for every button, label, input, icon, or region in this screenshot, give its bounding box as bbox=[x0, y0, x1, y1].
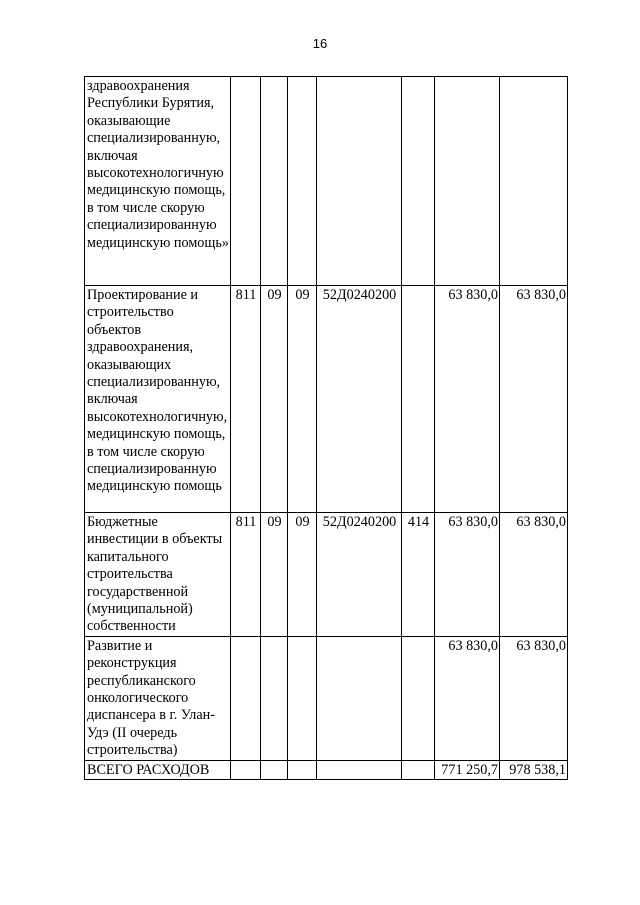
amount-year-2: 63 830,0 bbox=[500, 286, 568, 513]
amount-year-2: 63 830,0 bbox=[500, 636, 568, 760]
ministry-code: 811 bbox=[231, 513, 261, 637]
row-name: здравоохранения Республики Бурятия, оказывающие специализированную, включая высокотехнологичную медицинскую помощь, в том числе скорую специализированную медицинскую помощь» bbox=[85, 77, 231, 286]
amount-year-1 bbox=[435, 77, 500, 286]
total-amount-year-2: 978 538,1 bbox=[500, 760, 568, 779]
empty-cell bbox=[288, 760, 317, 779]
expense-type-code bbox=[402, 286, 435, 513]
section-code bbox=[261, 77, 288, 286]
amount-year-2 bbox=[500, 77, 568, 286]
subsection-code bbox=[288, 77, 317, 286]
expense-type-code bbox=[402, 636, 435, 760]
amount-year-1: 63 830,0 bbox=[435, 286, 500, 513]
ministry-code bbox=[231, 77, 261, 286]
row-name: Проектирование и строительство объектов здравоохранения, оказывающих специализированную, включая высокотехнологичную, медицинскую помощь, в том числе скорую специализированную медицинскую помощь bbox=[85, 286, 231, 513]
table-row bbox=[85, 77, 568, 286]
total-amount-year-1: 771 250,7 bbox=[435, 760, 500, 779]
ministry-code: 811 bbox=[231, 286, 261, 513]
empty-cell bbox=[317, 760, 402, 779]
total-row bbox=[85, 760, 568, 779]
subsection-code bbox=[288, 636, 317, 760]
table-row bbox=[85, 636, 568, 760]
expense-type-code: 414 bbox=[402, 513, 435, 637]
subsection-code: 09 bbox=[288, 513, 317, 637]
empty-cell bbox=[402, 760, 435, 779]
amount-year-1: 63 830,0 bbox=[435, 513, 500, 637]
target-article-code: 52Д0240200 bbox=[317, 286, 402, 513]
table-row bbox=[85, 286, 568, 513]
expense-type-code bbox=[402, 77, 435, 286]
table-row bbox=[85, 513, 568, 637]
empty-cell bbox=[231, 760, 261, 779]
target-article-code bbox=[317, 77, 402, 286]
budget-table bbox=[84, 76, 568, 780]
empty-cell bbox=[261, 760, 288, 779]
subsection-code: 09 bbox=[288, 286, 317, 513]
section-code: 09 bbox=[261, 286, 288, 513]
ministry-code bbox=[231, 636, 261, 760]
amount-year-2: 63 830,0 bbox=[500, 513, 568, 637]
row-name: Бюджетные инвестиции в объекты капитального строительства государственной (муниципальной) собственности bbox=[85, 513, 231, 637]
total-label: ВСЕГО РАСХОДОВ bbox=[85, 760, 231, 779]
page-number: 16 bbox=[312, 36, 328, 51]
target-article-code bbox=[317, 636, 402, 760]
section-code bbox=[261, 636, 288, 760]
row-name: Развитие и реконструкция республиканского онкологического диспансера в г. Улан-Удэ (II очередь строительства) bbox=[85, 636, 231, 760]
amount-year-1: 63 830,0 bbox=[435, 636, 500, 760]
target-article-code: 52Д0240200 bbox=[317, 513, 402, 637]
section-code: 09 bbox=[261, 513, 288, 637]
